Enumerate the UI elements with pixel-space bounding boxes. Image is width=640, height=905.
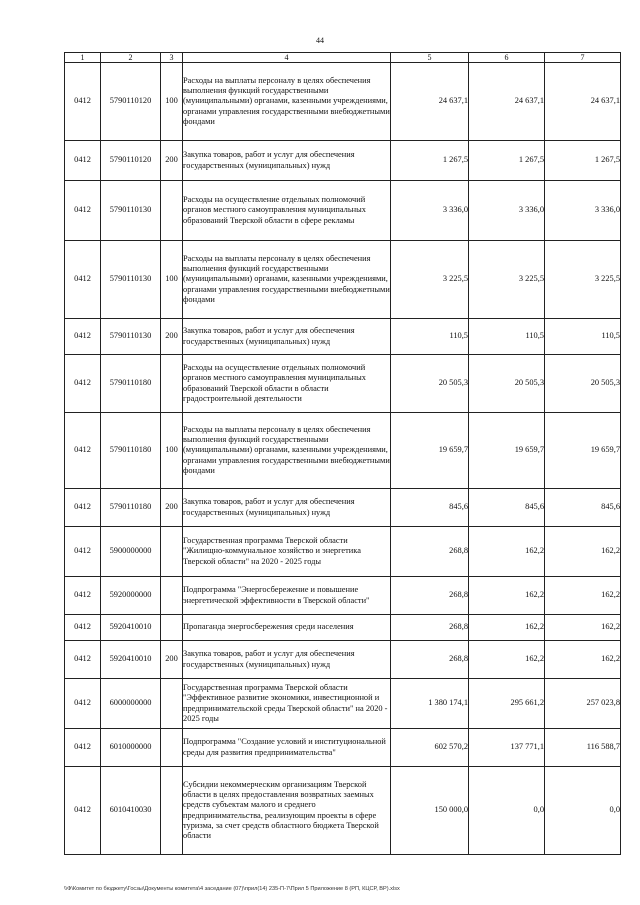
amount-cell-1: 845,6 [391, 489, 469, 527]
column-number: 1 [65, 53, 101, 63]
amount-cell-1: 19 659,7 [391, 413, 469, 489]
table-row [65, 679, 621, 729]
target-code-cell: 6000000000 [101, 679, 161, 729]
amount-cell-1: 20 505,3 [391, 355, 469, 413]
expense-kind-cell: 200 [161, 641, 183, 679]
column-number: 2 [101, 53, 161, 63]
amount-cell-1: 268,8 [391, 577, 469, 615]
target-code-cell: 5920000000 [101, 577, 161, 615]
amount-cell-1: 110,5 [391, 319, 469, 355]
section-code-cell: 0412 [65, 641, 101, 679]
amount-cell-1: 3 336,0 [391, 181, 469, 241]
target-code-cell: 5790110130 [101, 241, 161, 319]
column-number: 6 [469, 53, 545, 63]
amount-cell-2: 162,2 [469, 641, 545, 679]
amount-cell-2: 162,2 [469, 615, 545, 641]
section-code-cell: 0412 [65, 241, 101, 319]
amount-cell-3: 24 637,1 [545, 63, 621, 141]
table-row [65, 355, 621, 413]
amount-cell-2: 3 336,0 [469, 181, 545, 241]
column-number: 7 [545, 53, 621, 63]
section-code-cell: 0412 [65, 319, 101, 355]
page-number: 44 [316, 36, 324, 45]
amount-cell-2: 845,6 [469, 489, 545, 527]
section-code-cell: 0412 [65, 679, 101, 729]
amount-cell-1: 268,8 [391, 641, 469, 679]
section-code-cell: 0412 [65, 767, 101, 855]
amount-cell-2: 162,2 [469, 527, 545, 577]
section-code-cell: 0412 [65, 63, 101, 141]
description-cell: Расходы на выплаты персоналу в целях обеспечения выполнения функций государственными (муниципальными) органами, казенными учреждениями, органами управления государственными внебюджетными фондами [183, 413, 391, 489]
target-code-cell: 5790110180 [101, 355, 161, 413]
table-row [65, 729, 621, 767]
budget-table [64, 52, 621, 855]
amount-cell-3: 3 225,5 [545, 241, 621, 319]
table-row [65, 767, 621, 855]
table-row [65, 615, 621, 641]
amount-cell-1: 602 570,2 [391, 729, 469, 767]
amount-cell-2: 20 505,3 [469, 355, 545, 413]
target-code-cell: 5790110180 [101, 413, 161, 489]
expense-kind-cell [161, 729, 183, 767]
amount-cell-3: 20 505,3 [545, 355, 621, 413]
column-number: 5 [391, 53, 469, 63]
section-code-cell: 0412 [65, 729, 101, 767]
section-code-cell: 0412 [65, 355, 101, 413]
file-path-footer: \\Ф\Комитет по бюджету\Госзы\Документы комитета\4 заседание (07)\прил(14) 235-П-7\Прил 5 Приложение 8 (РП, КЦСР, ВР).xlsx [64, 886, 400, 892]
target-code-cell: 5790110130 [101, 319, 161, 355]
amount-cell-3: 116 588,7 [545, 729, 621, 767]
column-number: 4 [183, 53, 391, 63]
description-cell: Закупка товаров, работ и услуг для обеспечения государственных (муниципальных) нужд [183, 489, 391, 527]
expense-kind-cell: 200 [161, 141, 183, 181]
target-code-cell: 5790110120 [101, 63, 161, 141]
expense-kind-cell [161, 767, 183, 855]
expense-kind-cell [161, 577, 183, 615]
section-code-cell: 0412 [65, 577, 101, 615]
expense-kind-cell: 200 [161, 319, 183, 355]
expense-kind-cell: 100 [161, 63, 183, 141]
section-code-cell: 0412 [65, 181, 101, 241]
amount-cell-3: 162,2 [545, 527, 621, 577]
target-code-cell: 6010410030 [101, 767, 161, 855]
amount-cell-3: 162,2 [545, 577, 621, 615]
expense-kind-cell [161, 527, 183, 577]
target-code-cell: 5900000000 [101, 527, 161, 577]
expense-kind-cell [161, 679, 183, 729]
expense-kind-cell [161, 355, 183, 413]
description-cell: Расходы на осуществление отдельных полномочий органов местного самоуправления муниципальных образований Тверской области в области градостроительной деятельности [183, 355, 391, 413]
amount-cell-3: 257 023,8 [545, 679, 621, 729]
table-row [65, 577, 621, 615]
amount-cell-2: 3 225,5 [469, 241, 545, 319]
expense-kind-cell: 100 [161, 241, 183, 319]
target-code-cell: 5920410010 [101, 615, 161, 641]
target-code-cell: 5790110120 [101, 141, 161, 181]
description-cell: Подпрограмма "Создание условий и институциональной среды для развития предпринимательства" [183, 729, 391, 767]
section-code-cell: 0412 [65, 413, 101, 489]
description-cell: Государственная программа Тверской области "Эффективное развитие экономики, инвестиционной и предпринимательской среды Тверской области" на 2020 - 2025 годы [183, 679, 391, 729]
expense-kind-cell: 200 [161, 489, 183, 527]
amount-cell-1: 3 225,5 [391, 241, 469, 319]
description-cell: Расходы на выплаты персоналу в целях обеспечения выполнения функций государственными (муниципальными) органами, казенными учреждениями, органами управления государственными внебюджетными фондами [183, 63, 391, 141]
expense-kind-cell [161, 181, 183, 241]
table-row [65, 181, 621, 241]
amount-cell-2: 295 661,2 [469, 679, 545, 729]
section-code-cell: 0412 [65, 615, 101, 641]
target-code-cell: 6010000000 [101, 729, 161, 767]
amount-cell-1: 1 267,5 [391, 141, 469, 181]
table-row [65, 141, 621, 181]
amount-cell-2: 0,0 [469, 767, 545, 855]
description-cell: Государственная программа Тверской области "Жилищно-коммунальное хозяйство и энергетика Тверской области" на 2020 - 2025 годы [183, 527, 391, 577]
table-row [65, 641, 621, 679]
amount-cell-2: 110,5 [469, 319, 545, 355]
target-code-cell: 5790110130 [101, 181, 161, 241]
amount-cell-3: 1 267,5 [545, 141, 621, 181]
amount-cell-3: 110,5 [545, 319, 621, 355]
amount-cell-2: 137 771,1 [469, 729, 545, 767]
table-row [65, 319, 621, 355]
expense-kind-cell: 100 [161, 413, 183, 489]
target-code-cell: 5920410010 [101, 641, 161, 679]
amount-cell-2: 1 267,5 [469, 141, 545, 181]
description-cell: Закупка товаров, работ и услуг для обеспечения государственных (муниципальных) нужд [183, 319, 391, 355]
amount-cell-1: 150 000,0 [391, 767, 469, 855]
amount-cell-1: 1 380 174,1 [391, 679, 469, 729]
section-code-cell: 0412 [65, 489, 101, 527]
target-code-cell: 5790110180 [101, 489, 161, 527]
amount-cell-1: 268,8 [391, 527, 469, 577]
table-row [65, 63, 621, 141]
table-row [65, 489, 621, 527]
description-cell: Пропаганда энергосбережения среди населения [183, 615, 391, 641]
amount-cell-2: 162,2 [469, 577, 545, 615]
column-number-row [65, 53, 621, 63]
amount-cell-1: 268,8 [391, 615, 469, 641]
section-code-cell: 0412 [65, 527, 101, 577]
description-cell: Закупка товаров, работ и услуг для обеспечения государственных (муниципальных) нужд [183, 641, 391, 679]
description-cell: Расходы на выплаты персоналу в целях обеспечения выполнения функций государственными (муниципальными) органами, казенными учреждениями, органами управления государственными внебюджетными фондами [183, 241, 391, 319]
amount-cell-3: 162,2 [545, 641, 621, 679]
amount-cell-3: 0,0 [545, 767, 621, 855]
amount-cell-1: 24 637,1 [391, 63, 469, 141]
section-code-cell: 0412 [65, 141, 101, 181]
column-number: 3 [161, 53, 183, 63]
table-row [65, 413, 621, 489]
amount-cell-3: 19 659,7 [545, 413, 621, 489]
table-row [65, 241, 621, 319]
amount-cell-2: 19 659,7 [469, 413, 545, 489]
description-cell: Закупка товаров, работ и услуг для обеспечения государственных (муниципальных) нужд [183, 141, 391, 181]
amount-cell-3: 162,2 [545, 615, 621, 641]
amount-cell-2: 24 637,1 [469, 63, 545, 141]
table-row [65, 527, 621, 577]
amount-cell-3: 845,6 [545, 489, 621, 527]
expense-kind-cell [161, 615, 183, 641]
amount-cell-3: 3 336,0 [545, 181, 621, 241]
description-cell: Субсидии некоммерческим организациям Тверской области в целях предоставления возвратных заемных средств субъектам малого и среднего предпринимательства, реализующим проекты в сфере туризма, за счет средств областного бюджета Тверской области [183, 767, 391, 855]
description-cell: Расходы на осуществление отдельных полномочий органов местного самоуправления муниципальных образований Тверской области в сфере рекламы [183, 181, 391, 241]
description-cell: Подпрограмма "Энергосбережение и повышение энергетической эффективности в Тверской области" [183, 577, 391, 615]
